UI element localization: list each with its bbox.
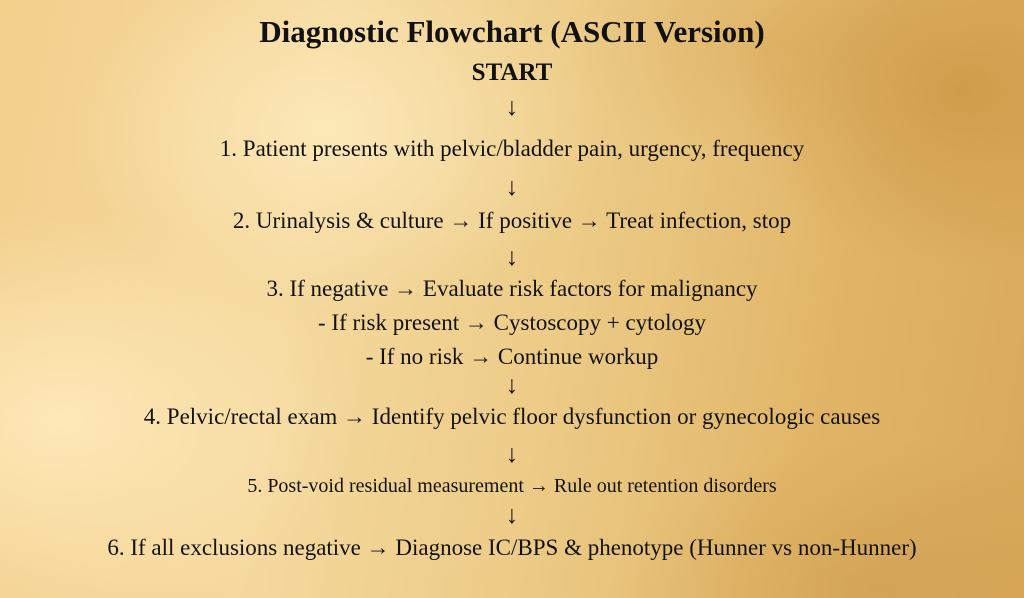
start-node: START [471,59,553,86]
step-6: 6. If all exclusions negative → Diagnose IC/BPS & phenotype (Hunner vs non-Hunner) [107,535,917,560]
step-5: 5. Post-void residual measurement → Rule out retention disorders [247,475,777,497]
down-arrow-icon: ↓ [505,174,519,201]
step-2: 2. Urinalysis & culture → If positive → Treat infection, stop [232,208,792,233]
down-arrow-icon: ↓ [505,441,519,468]
down-arrow-icon: ↓ [505,502,519,529]
step-1: 1. Patient presents with pelvic/bladder pain, urgency, frequency [219,136,805,161]
down-arrow-icon: ↓ [505,372,519,399]
step-4: 4. Pelvic/rectal exam → Identify pelvic floor dysfunction or gynecologic causes [143,404,881,429]
step-3-branch-no-risk: - If no risk → Continue workup [365,344,659,369]
flowchart-title: Diagnostic Flowchart (ASCII Version) [259,14,765,49]
down-arrow-icon: ↓ [505,244,519,271]
step-3-branch-risk: - If risk present → Cystoscopy + cytology [318,310,706,335]
down-arrow-icon: ↓ [505,94,519,121]
step-3: 3. If negative → Evaluate risk factors for malignancy [266,276,758,301]
